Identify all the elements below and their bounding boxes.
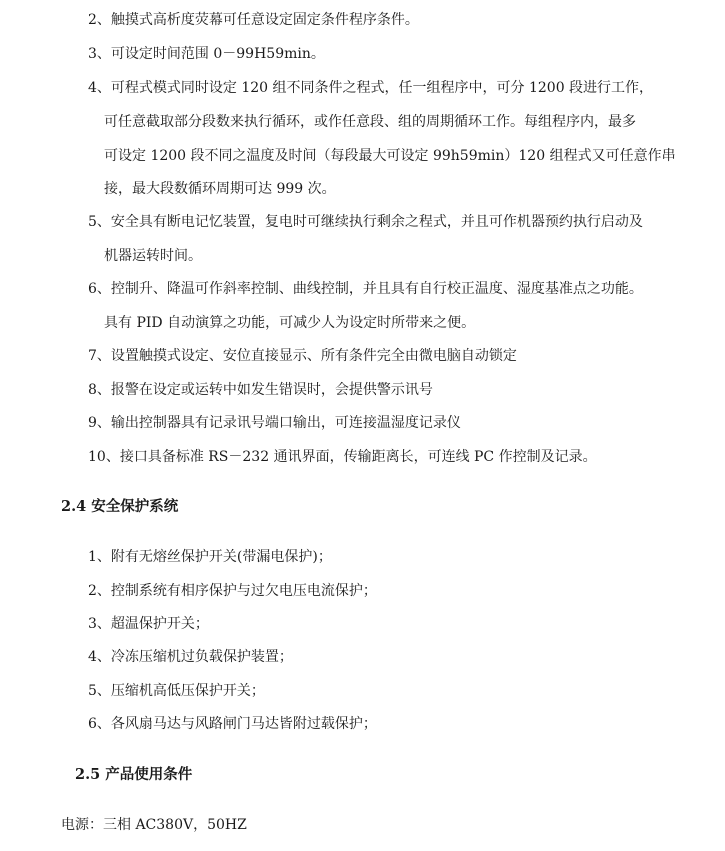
list-item-continuation: 接，最大段数循环周期可达 999 次。 (104, 181, 336, 197)
list-item: 6、各风扇马达与风路闸门马达皆附过载保护； (88, 716, 377, 732)
section-heading-safety: 2.4 安全保护系统 (61, 498, 179, 515)
list-item: 8、报警在设定或运转中如发生错误时，会提供警示讯号 (88, 382, 433, 398)
list-item: 6、控制升、降温可作斜率控制、曲线控制，并且具有自行校正温度、湿度基准点之功能。 (88, 281, 643, 297)
power-spec: 电源：三相 AC380V，50HZ (61, 817, 247, 833)
list-item-continuation: 可设定 1200 段不同之温度及时间（每段最大可设定 99h59min）120 组程式又可任意作串 (104, 148, 676, 164)
list-item: 7、设置触摸式设定、安位直接显示、所有条件完全由微电脑自动锁定 (88, 348, 517, 364)
list-item-continuation: 可任意截取部分段数来执行循环，或作任意段、组的周期循环工作。每组程序内，最多 (104, 114, 636, 130)
list-item: 1、附有无熔丝保护开关(带漏电保护)； (88, 549, 332, 565)
list-item: 2、触摸式高析度荧幕可任意设定固定条件程序条件。 (88, 12, 419, 28)
section-heading-usage: 2.5 产品使用条件 (75, 766, 193, 783)
list-item: 3、超温保护开关； (88, 616, 209, 632)
list-item: 2、控制系统有相序保护与过欠电压电流保护； (88, 583, 377, 599)
list-item: 5、压缩机高低压保护开关； (88, 683, 265, 699)
list-item-continuation: 具有 PID 自动演算之功能，可减少人为设定时所带来之便。 (104, 315, 476, 331)
list-item: 10、接口具备标准 RS－232 通讯界面，传输距离长，可连线 PC 作控制及记录。 (88, 449, 597, 465)
list-item: 4、可程式模式同时设定 120 组不同条件之程式，任一组程序中，可分 1200 段进行工作， (88, 80, 654, 96)
list-item: 9、输出控制器具有记录讯号端口输出，可连接温湿度记录仪 (88, 415, 461, 431)
list-item: 3、可设定时间范围 0－99H59min。 (88, 46, 325, 62)
list-item: 5、安全具有断电记忆装置，复电时可继续执行剩余之程式，并且可作机器预约执行启动及 (88, 214, 643, 230)
list-item-continuation: 机器运转时间。 (104, 248, 202, 264)
list-item: 4、冷冻压缩机过负载保护装置； (88, 649, 293, 665)
